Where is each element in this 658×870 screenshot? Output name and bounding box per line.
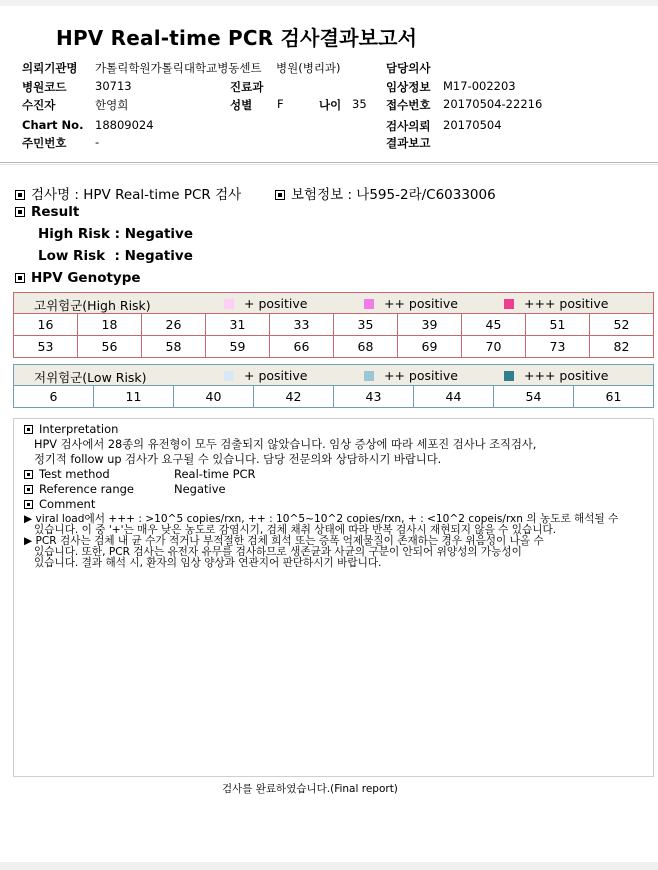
top-edge: [0, 0, 658, 6]
header-divider: [0, 162, 658, 163]
genotype-cell: 66: [270, 336, 334, 358]
sex-label: 성별: [230, 98, 253, 112]
comment-line-2: 있습니다. 이 중 '+'는 매우 낮은 농도로 감염시기, 검체 채취 상태에 따라 반복 검사시 재현되지 않을 수 있습니다.: [34, 524, 557, 536]
clinical-info-label: 임상정보: [386, 80, 431, 94]
low-legend-plus2: ++ positive: [384, 368, 458, 383]
low-risk-legend: [13, 364, 654, 386]
low-risk-table: [13, 385, 654, 408]
bottom-edge: [0, 862, 658, 870]
low-plus-swatch: [224, 371, 234, 381]
genotype-cell: 53: [14, 336, 78, 358]
high-risk-table: [13, 313, 654, 358]
bullet-square-icon: [24, 425, 33, 434]
high-legend-plus: + positive: [244, 296, 308, 311]
genotype-cell: 59: [206, 336, 270, 358]
comment-line-3: ▶ PCR 검사는 검체 내 균 수가 적거나 부적절한 검체 희석 또는 증폭 억제물질이 존재하는 경우 위음성이 나올 수: [24, 535, 544, 547]
high-legend-plus3: +++ positive: [524, 296, 609, 311]
bullet-square-icon: [15, 207, 25, 217]
test-method-value: Real-time PCR: [174, 467, 256, 481]
genotype-cell: 11: [94, 386, 174, 408]
result-report-label: 결과보고: [386, 136, 431, 150]
genotype-cell: 56: [78, 336, 142, 358]
low-risk-row: [14, 386, 654, 408]
genotype-cell: 68: [334, 336, 398, 358]
low-legend-plus: + positive: [244, 368, 308, 383]
id-value: -: [95, 135, 100, 149]
request-value: 20170504: [443, 118, 502, 132]
interpretation-line-1: HPV 검사에서 28종의 유전형이 모두 검출되지 않았습니다. 임상 증상에 따라 세포진 검사나 조직검사,: [34, 438, 537, 451]
genotype-heading: HPV Genotype: [31, 270, 141, 286]
hospital-code-value: 30713: [95, 79, 132, 93]
institution-label: 의뢰기관명: [22, 61, 78, 75]
low-legend-plus3: +++ positive: [524, 368, 609, 383]
receipt-no-label: 접수번호: [386, 98, 431, 112]
reference-range-label: Reference range: [39, 482, 135, 496]
age-label: 나이: [319, 98, 342, 112]
genotype-cell: 16: [14, 314, 78, 336]
comment-line-1: ▶ viral load에서 +++ : >10^5 copies/rxn, ++ : 10^5~10^2 copies/rxn, + : <10^2 copeis/rxn 의 농도로 해석될 수: [24, 513, 619, 525]
genotype-cell: 58: [142, 336, 206, 358]
high-risk-label: 고위험군(High Risk): [34, 298, 151, 313]
test-name-row: [15, 183, 241, 203]
sex-value: F: [277, 97, 284, 111]
bullet-square-icon: [24, 470, 33, 479]
genotype-cell: 82: [590, 336, 654, 358]
bullet-square-icon: [24, 485, 33, 494]
genotype-cell: 42: [254, 386, 334, 408]
receipt-no-value: 20170504-22216: [443, 97, 543, 111]
low-plus3-swatch: [504, 371, 514, 381]
institution-extra: 병원(병리과): [276, 61, 341, 75]
chart-label: Chart No.: [22, 118, 84, 132]
insurance-row: [275, 183, 496, 203]
comment-line-4: 있습니다. 또한, PCR 검사는 유전자 유무를 검사하므로 생존균과 사균의 구분이 안되어 위양성의 가능성이: [34, 546, 522, 558]
insurance-info: 보험정보 : 나595-2라/C6033006: [291, 187, 496, 203]
high-plus2-swatch: [364, 299, 374, 309]
request-label: 검사의뢰: [386, 119, 431, 133]
interpretation-heading-row: [24, 423, 118, 436]
genotype-cell: 39: [398, 314, 462, 336]
id-label: 주민번호: [22, 136, 67, 150]
genotype-cell: 40: [174, 386, 254, 408]
high-risk-row-2: [14, 336, 654, 358]
genotype-cell: 52: [590, 314, 654, 336]
interpretation-line-2: 정기적 follow up 검사가 요구될 수 있습니다. 담당 전문의와 상담하시기 바랍니다.: [34, 453, 442, 466]
interpretation-box: [13, 418, 654, 777]
final-report-note: 검사를 완료하였습니다.(Final report): [222, 783, 398, 795]
reference-range-row: [24, 483, 134, 496]
genotype-cell: 61: [574, 386, 654, 408]
genotype-cell: 26: [142, 314, 206, 336]
genotype-heading-row: [15, 270, 141, 286]
high-legend-plus2: ++ positive: [384, 296, 458, 311]
bullet-square-icon: [15, 190, 25, 200]
test-method-label: Test method: [39, 467, 110, 481]
collector-value: 한영희: [95, 98, 129, 112]
bullet-square-icon: [15, 273, 25, 283]
test-name: 검사명 : HPV Real-time PCR 검사: [31, 187, 242, 203]
chart-value: 18809024: [95, 118, 154, 132]
high-risk-result: High Risk : Negative: [38, 226, 193, 242]
high-risk-legend: [13, 292, 654, 314]
genotype-cell: 6: [14, 386, 94, 408]
department-label: 진료과: [230, 80, 264, 94]
interpretation-heading: Interpretation: [39, 422, 119, 436]
high-risk-row-1: [14, 314, 654, 336]
reference-range-value: Negative: [174, 482, 226, 496]
genotype-cell: 73: [526, 336, 590, 358]
genotype-cell: 43: [334, 386, 414, 408]
age-value: 35: [352, 97, 367, 111]
genotype-cell: 69: [398, 336, 462, 358]
genotype-cell: 33: [270, 314, 334, 336]
genotype-cell: 18: [78, 314, 142, 336]
genotype-cell: 54: [494, 386, 574, 408]
comment-row: [24, 498, 95, 511]
low-plus2-swatch: [364, 371, 374, 381]
collector-label: 수진자: [22, 98, 56, 112]
genotype-cell: 31: [206, 314, 270, 336]
low-risk-result: Low Risk : Negative: [38, 248, 193, 264]
doctor-label: 담당의사: [386, 61, 431, 75]
bullet-square-icon: [24, 500, 33, 509]
comment-label: Comment: [39, 497, 96, 511]
institution-value: 가톨릭학원가톨릭대학교병동센트: [95, 61, 262, 75]
genotype-cell: 35: [334, 314, 398, 336]
high-plus-swatch: [224, 299, 234, 309]
high-plus3-swatch: [504, 299, 514, 309]
test-method-row: [24, 468, 110, 481]
hospital-code-label: 병원코드: [22, 80, 67, 94]
report-title: HPV Real-time PCR 검사결과보고서: [56, 26, 418, 50]
low-risk-label: 저위험군(Low Risk): [34, 370, 147, 385]
clinical-info-value: M17-002203: [443, 79, 516, 93]
genotype-cell: 51: [526, 314, 590, 336]
result-heading-row: [15, 204, 79, 220]
genotype-cell: 45: [462, 314, 526, 336]
genotype-cell: 44: [414, 386, 494, 408]
genotype-cell: 70: [462, 336, 526, 358]
comment-line-5: 있습니다. 결과 해석 시, 환자의 임상 양상과 연관지어 판단하시기 바랍니다.: [34, 557, 382, 569]
result-heading: Result: [31, 204, 80, 220]
header-divider-shadow: [0, 164, 658, 165]
bullet-square-icon: [275, 190, 285, 200]
